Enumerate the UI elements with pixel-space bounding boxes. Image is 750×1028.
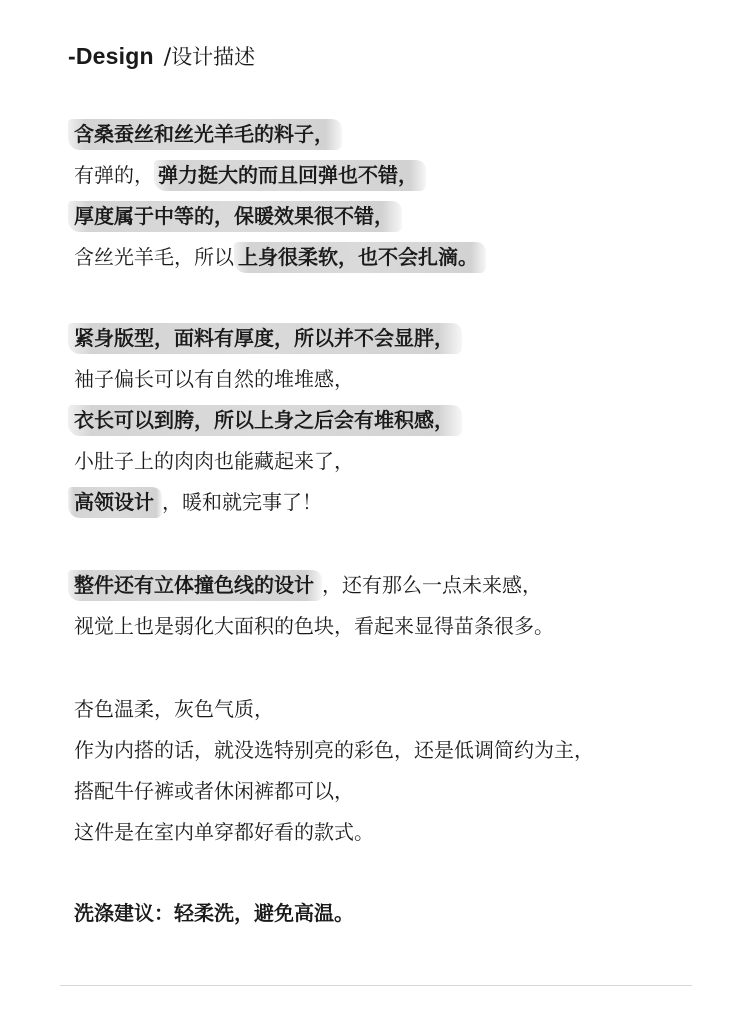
highlighted-text: 上身很柔软，也不会扎滴。 xyxy=(234,242,486,273)
text-line xyxy=(74,359,714,400)
text-line xyxy=(74,606,714,647)
highlighted-text: 衣长可以到胯，所以上身之后会有堆积感， xyxy=(68,405,462,436)
text-line xyxy=(74,318,714,359)
highlighted-text: 整件还有立体撞色线的设计 xyxy=(68,570,322,601)
text-line xyxy=(74,441,714,482)
highlighted-text: 弹力挺大的而且回弹也不错， xyxy=(154,160,426,191)
plain-text: 小肚子上的肉肉也能藏起来了， xyxy=(74,449,354,473)
plain-text: 这件是在室内单穿都好看的款式。 xyxy=(74,820,374,844)
plain-text: ，还有那么一点未来感， xyxy=(322,573,542,597)
text-line xyxy=(74,400,714,441)
care-instruction: 洗涤建议：轻柔洗，避免高温。 xyxy=(74,901,354,925)
highlighted-text: 厚度属于中等的，保暖效果很不错， xyxy=(68,201,402,232)
paragraph xyxy=(74,689,714,853)
bottom-divider xyxy=(60,985,692,986)
text-line xyxy=(74,114,714,155)
text-line xyxy=(74,771,714,812)
text-line xyxy=(74,237,714,278)
plain-text: 搭配牛仔裤或者休闲裤都可以， xyxy=(74,779,354,803)
paragraph-gap xyxy=(74,523,714,565)
plain-text: 袖子偏长可以有自然的堆堆感， xyxy=(74,367,354,391)
text-line xyxy=(74,689,714,730)
text-line xyxy=(74,565,714,606)
plain-text: 视觉上也是弱化大面积的色块，看起来显得苗条很多。 xyxy=(74,614,554,638)
highlighted-text: 高领设计 xyxy=(68,487,162,518)
paragraph xyxy=(74,565,714,647)
plain-text: 杏色温柔，灰色气质， xyxy=(74,697,274,721)
paragraph-gap xyxy=(74,647,714,689)
plain-text: 有弹的， xyxy=(74,163,154,187)
paragraph-gap xyxy=(74,853,714,893)
text-line xyxy=(74,482,714,523)
plain-text: ，暖和就完事了！ xyxy=(162,490,322,514)
highlighted-text: 含桑蚕丝和丝光羊毛的料子， xyxy=(68,119,342,150)
text-line xyxy=(74,812,714,853)
section-title-separator: / xyxy=(163,45,172,70)
highlighted-text: 紧身版型，面料有厚度，所以并不会显胖， xyxy=(68,323,462,354)
text-line xyxy=(74,730,714,771)
paragraph xyxy=(74,114,714,278)
plain-text: 含丝光羊毛，所以 xyxy=(74,245,234,269)
plain-text: 作为内搭的话，就没选特别亮的彩色，还是低调简约为主， xyxy=(74,738,594,762)
text-line xyxy=(74,155,714,196)
section-header xyxy=(68,41,255,75)
paragraph xyxy=(74,893,714,934)
text-line xyxy=(74,893,714,934)
paragraph xyxy=(74,318,714,523)
section-title-en: -Design xyxy=(68,43,154,69)
paragraph-gap xyxy=(74,278,714,318)
text-line xyxy=(74,196,714,237)
section-title-zh: 设计描述 xyxy=(171,45,256,69)
design-description xyxy=(74,114,714,934)
